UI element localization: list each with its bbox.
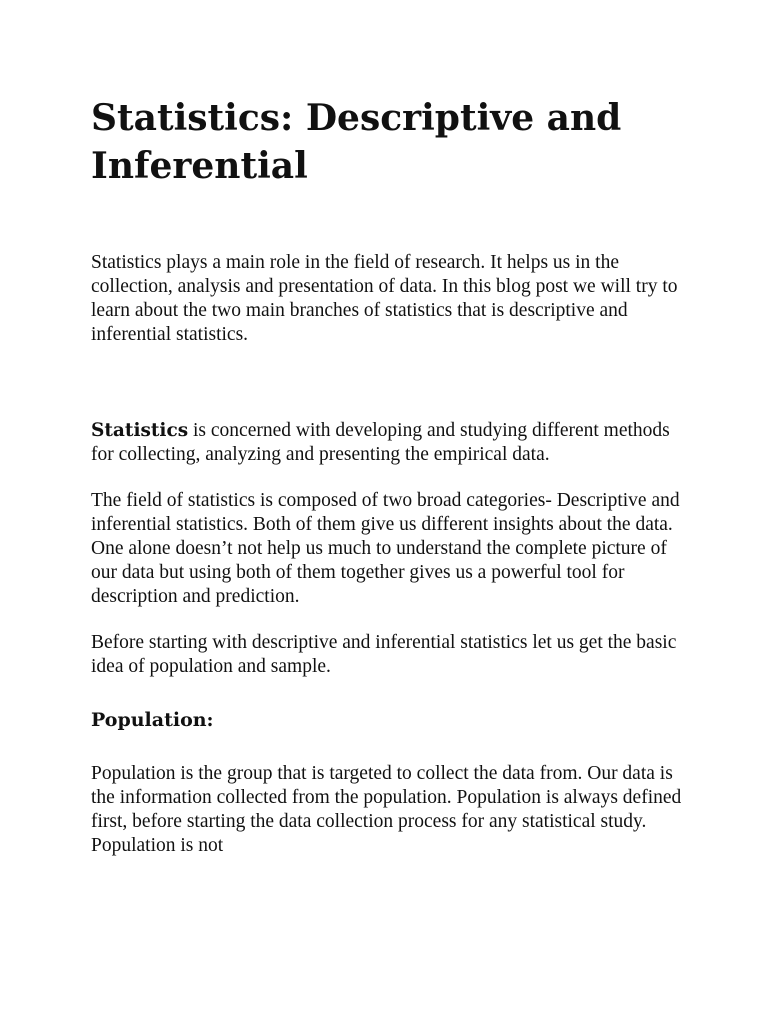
categories-paragraph: The field of statistics is composed of two broad categories- Descriptive and inferential statistics. Both of them give us different insights about the data. One alone doesn’t not help us much to understand the complete picture of our data but using both of them together gives us a powerful tool for description and prediction.: [91, 490, 680, 607]
document-title: Statistics: Descriptive and Inferential: [91, 97, 622, 187]
document-page: [91, 94, 691, 858]
statistics-definition-text: is concerned with developing and studying different methods for collecting, analyzing and presenting the empirical data.: [91, 420, 670, 465]
statistics-term: Statistics: [91, 420, 189, 441]
population-sample-intro-paragraph: Before starting with descriptive and inferential statistics let us get the basic idea of population and sample.: [91, 632, 677, 677]
population-heading: Population:: [91, 709, 214, 731]
population-paragraph: Population is the group that is targeted to collect the data from. Our data is the information collected from the population. Population is always defined first, before starting the data collection process for any statistical study. Population is not: [91, 763, 682, 856]
intro-paragraph: Statistics plays a main role in the field of research. It helps us in the collection, analysis and presentation of data. In this blog post we will try to learn about the two main branches of statistics that is descriptive and inferential statistics.: [91, 252, 678, 345]
statistics-definition-paragraph: [91, 419, 691, 467]
